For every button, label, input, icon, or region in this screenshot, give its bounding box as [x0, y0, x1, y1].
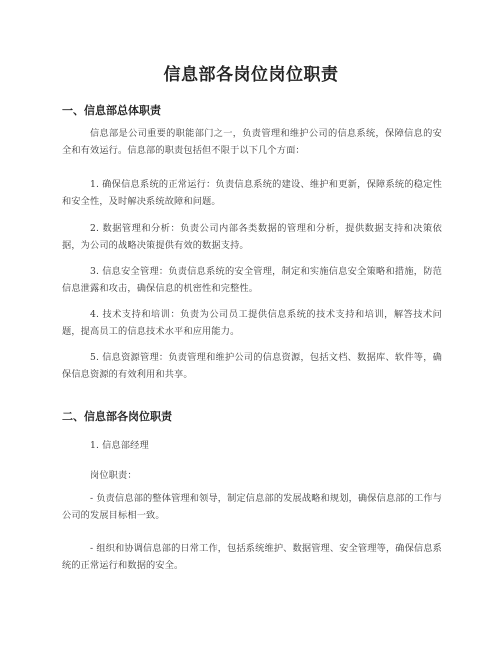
section2-heading: 二、信息部各岗位职责 [62, 410, 172, 423]
duty-item-2: - 组织和协调信息部的日常工作，包括系统维护、数据管理、安全管理等，确保信息系统的正常运行和数据的安全。 [62, 543, 442, 571]
section1-item-4: 4. 技术支持和培训：负责为公司员工提供信息系统的技术支持和培训，解答技术问题，提高员工的信息技术水平和应用能力。 [62, 309, 442, 337]
section1-item-5: 5. 信息资源管理：负责管理和维护公司的信息资源，包括文档、数据库、软件等，确保信息资源的有效利用和共享。 [62, 352, 442, 380]
section1-heading: 一、信息部总体职责 [62, 104, 161, 117]
section1-item-2: 2. 数据管理和分析：负责公司内部各类数据的管理和分析，提供数据支持和决策依据，为公司的战略决策提供有效的数据支持。 [62, 223, 442, 251]
duty-item-1: - 负责信息部的整体管理和领导，制定信息部的发展战略和规划，确保信息部的工作与公司的发展目标相一致。 [62, 493, 442, 521]
section1-item-1: 1. 确保信息系统的正常运行：负责信息系统的建设、维护和更新，保障系统的稳定性和安全性，及时解决系统故障和问题。 [62, 179, 442, 207]
document-title: 信息部各岗位岗位职责 [163, 65, 339, 85]
duties-label: 岗位职责： [90, 470, 137, 481]
role-title: 1. 信息部经理 [90, 440, 149, 451]
section1-intro: 信息部是公司重要的职能部门之一，负责管理和维护公司的信息系统，保障信息的安全和有效运行。信息部的职责包括但不限于以下几个方面： [62, 128, 442, 156]
section1-item-3: 3. 信息安全管理：负责信息系统的安全管理，制定和实施信息安全策略和措施，防范信息泄露和攻击，确保信息的机密性和完整性。 [62, 266, 442, 294]
